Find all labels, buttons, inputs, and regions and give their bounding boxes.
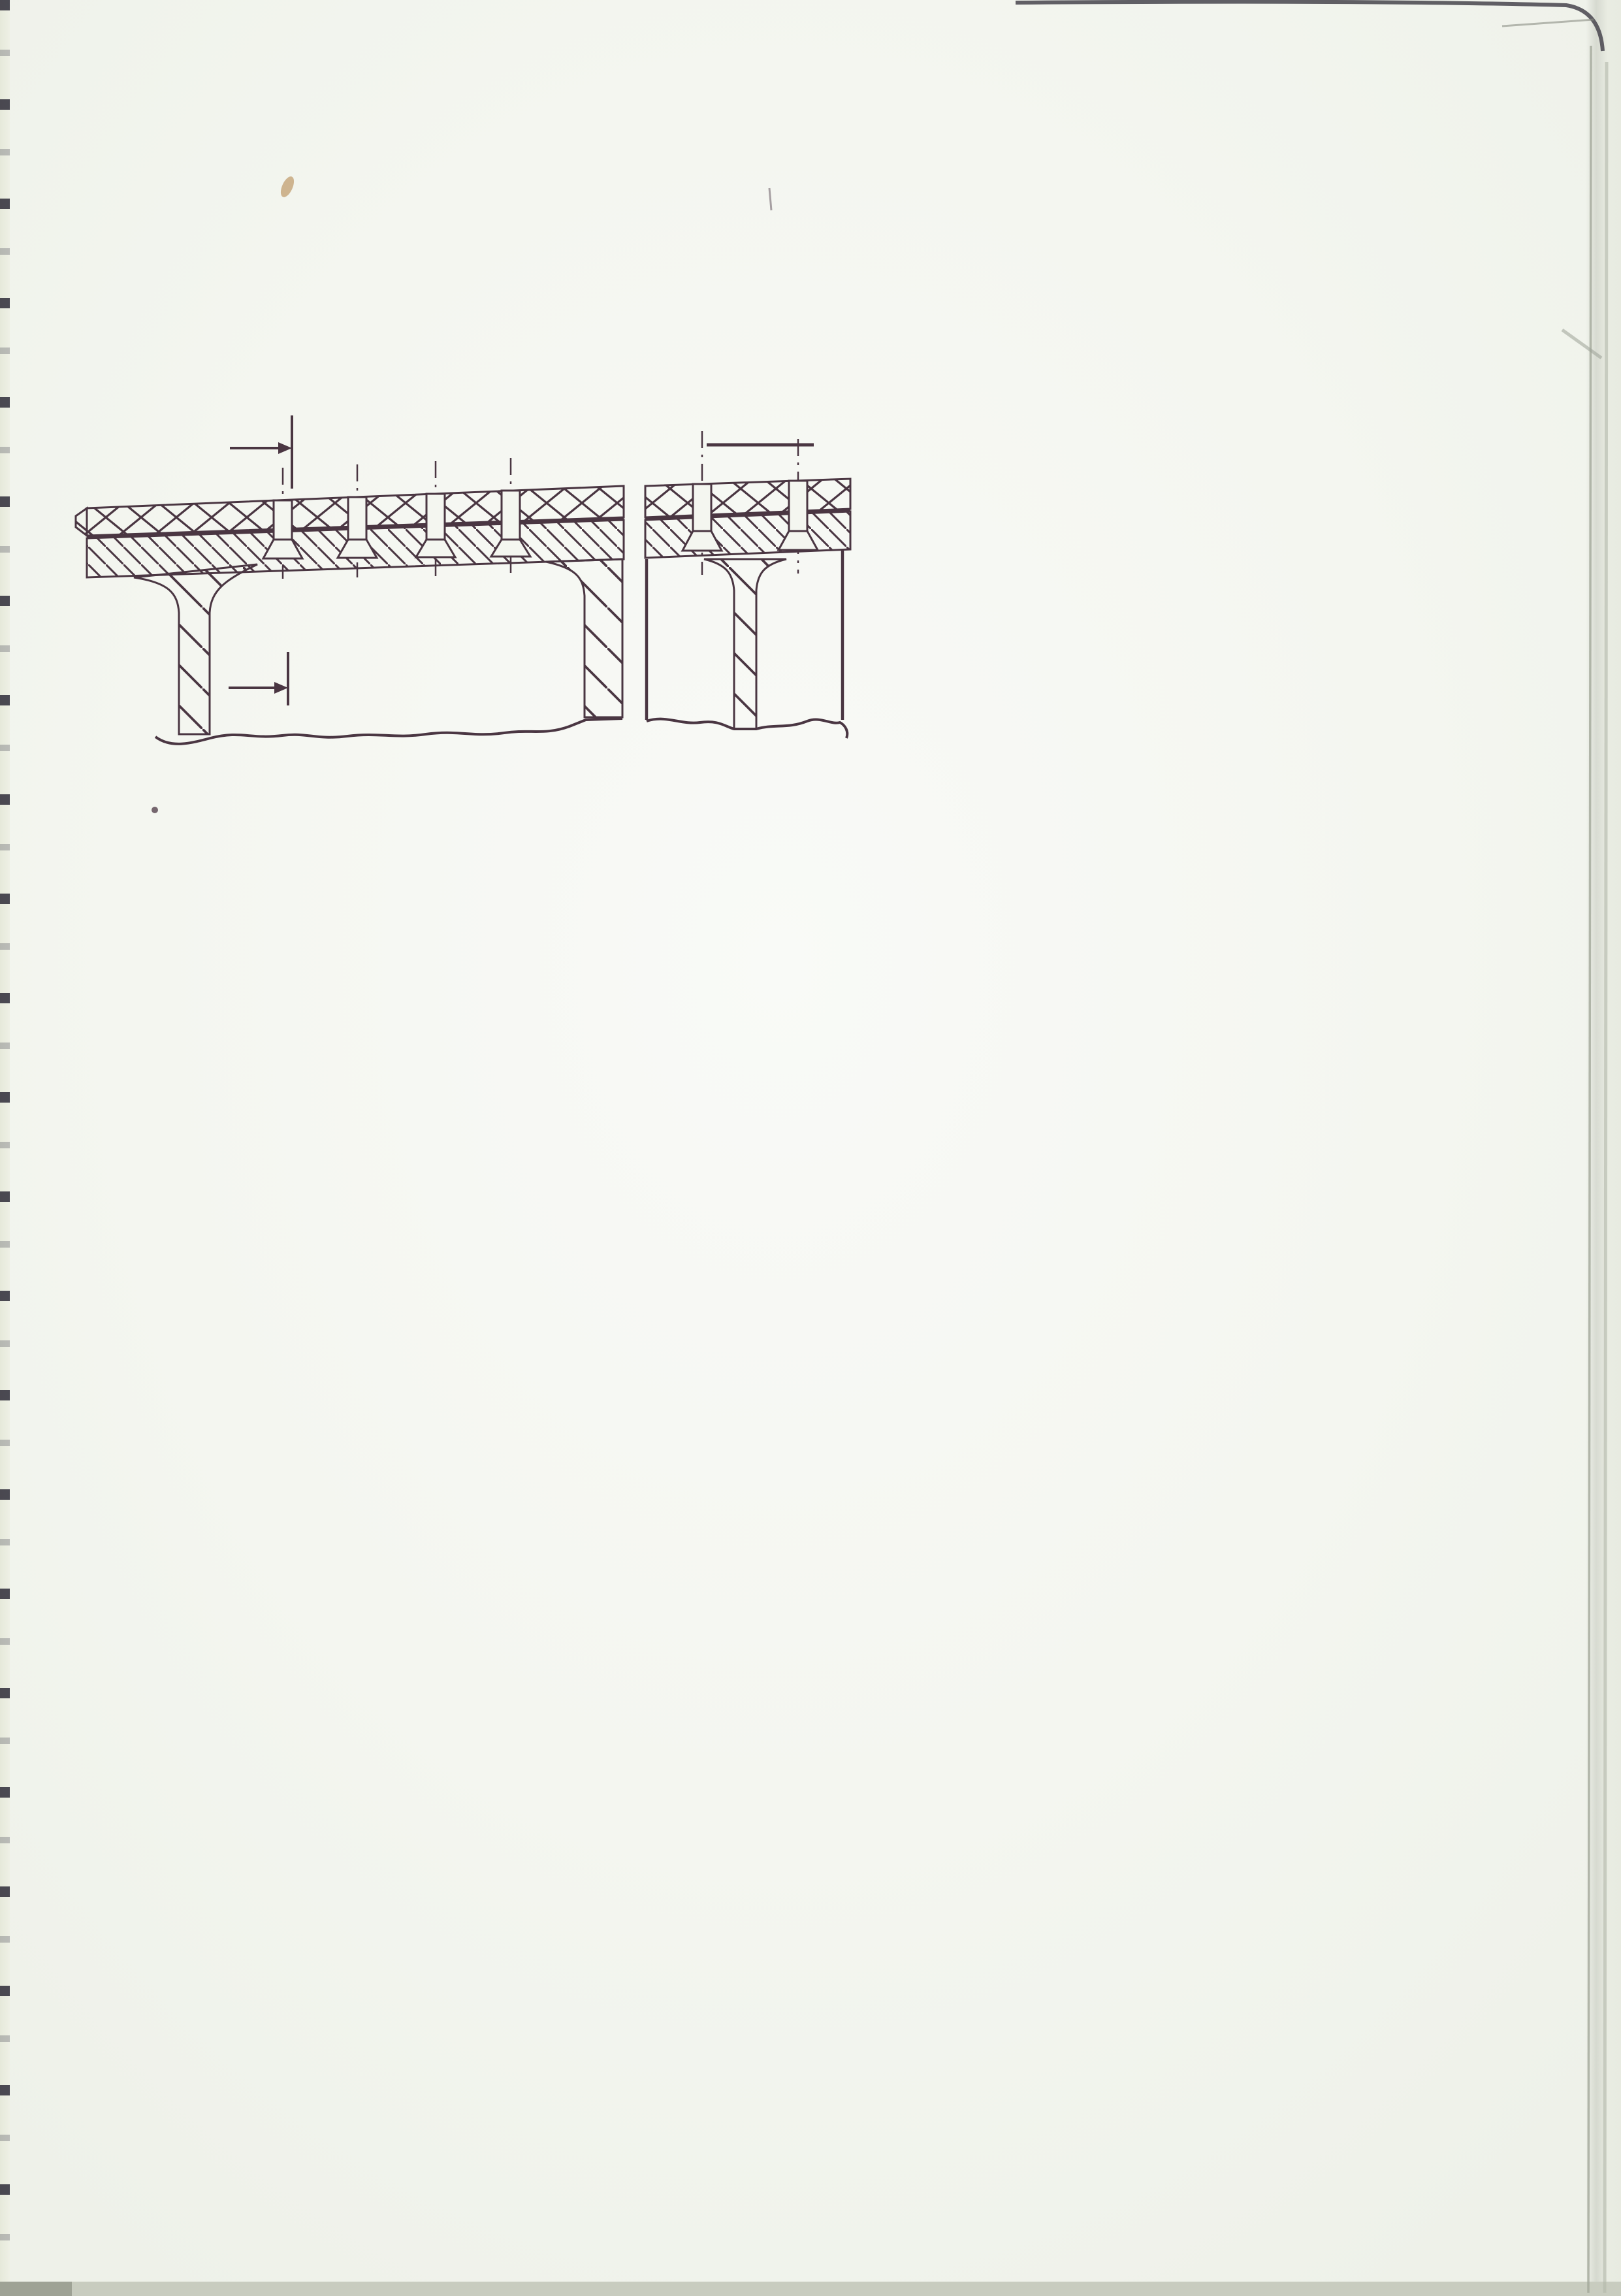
paper-speck <box>278 174 297 199</box>
side-wall <box>546 559 622 717</box>
skin-left-cap <box>76 508 87 536</box>
section-mark-bottom <box>229 652 288 705</box>
page-top-edge-line <box>1016 2 1603 51</box>
break-wavy-line <box>155 719 622 744</box>
section-arrow <box>274 682 288 694</box>
figure-section-view <box>645 431 850 738</box>
stray-tick <box>769 188 771 210</box>
figure-left-view <box>76 415 624 744</box>
rib-stem <box>134 564 257 734</box>
binding-edge-strip <box>0 0 10 2296</box>
figure-drawing <box>59 382 967 761</box>
frame-flange <box>645 511 850 558</box>
scan-bottom-edge <box>0 2282 1621 2296</box>
stray-dot <box>152 807 158 813</box>
top-edge-crease <box>1502 20 1594 26</box>
rib-stem-section <box>704 559 786 729</box>
section-arrow <box>278 442 292 454</box>
page-fold-shade <box>1586 0 1621 2296</box>
